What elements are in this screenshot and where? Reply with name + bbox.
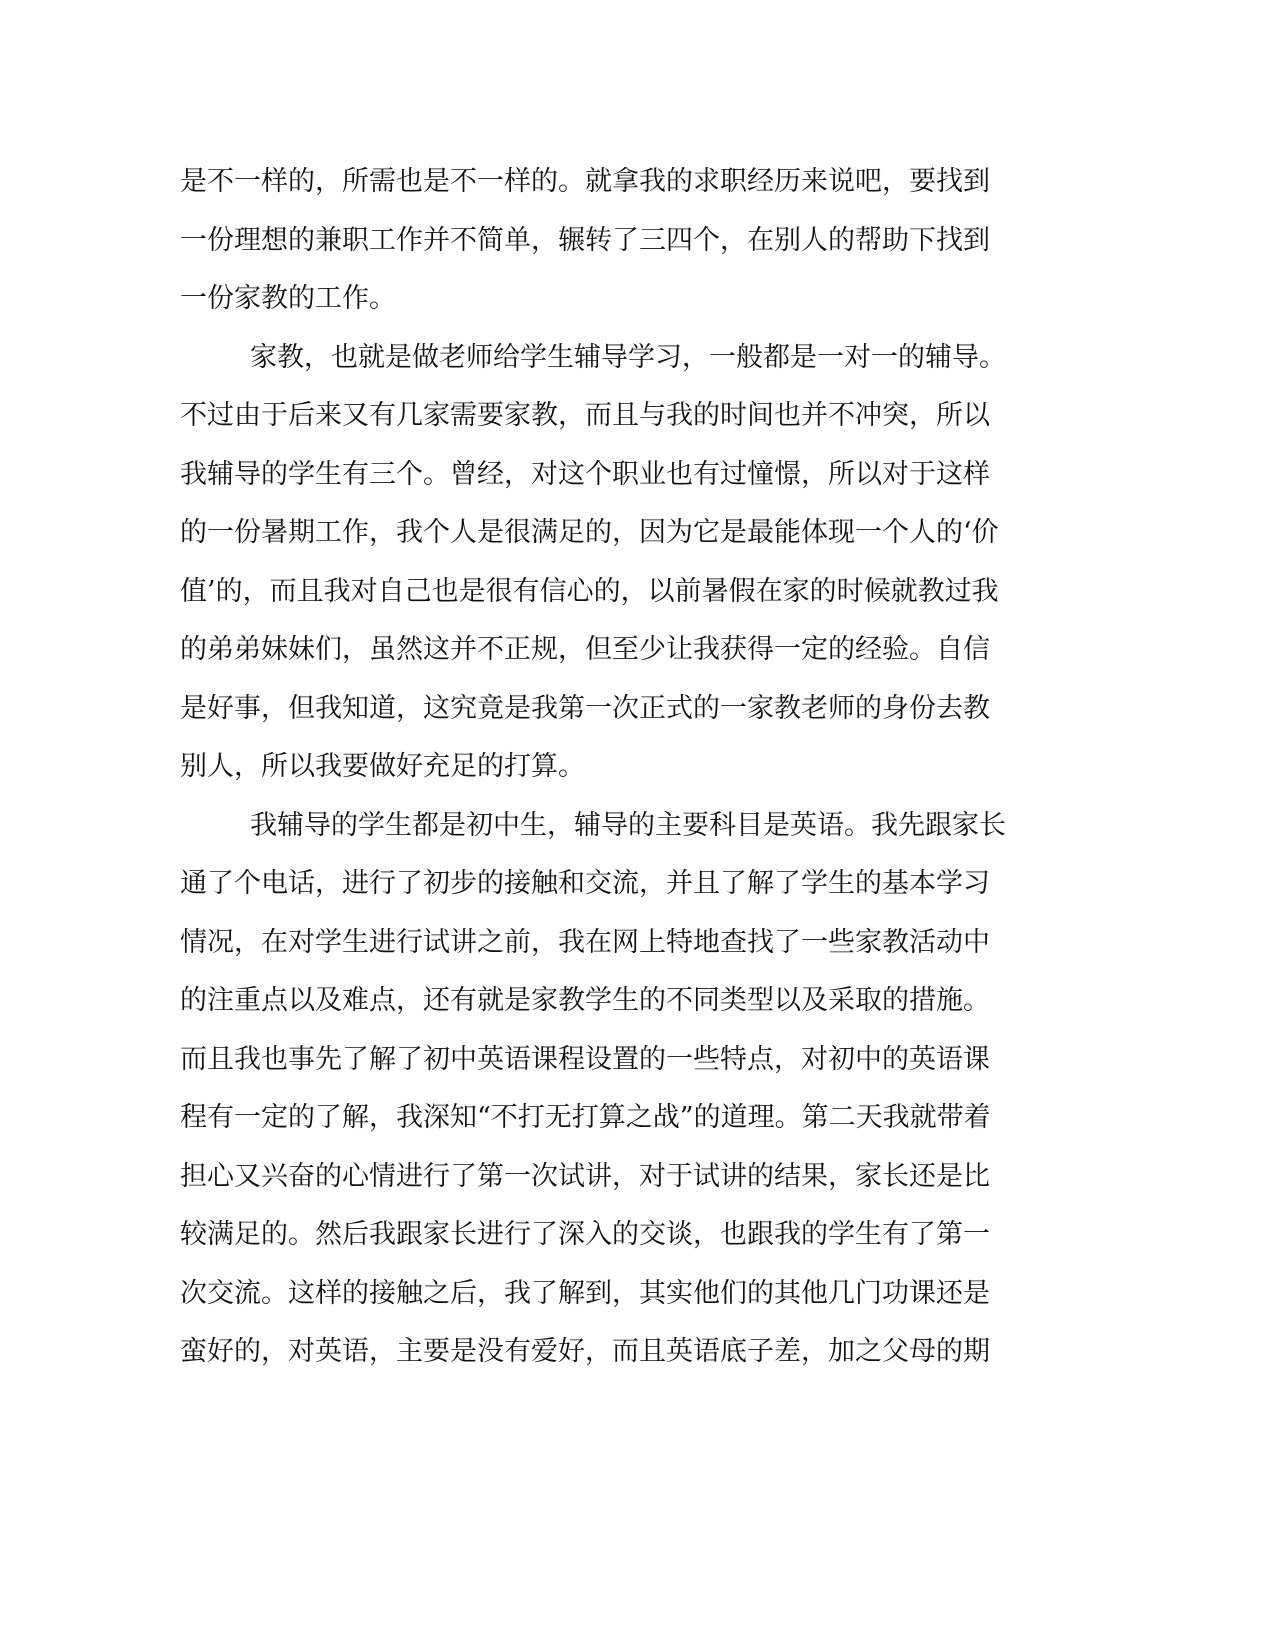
text-line: 情况，在对学生进行试讲之前，我在网上特地查找了一些家教活动中 [180,927,990,958]
paragraph-first-line: 我辅导的学生都是初中生，辅导的主要科目是英语。我先跟家长 [250,810,1006,841]
text-line: 程有一定的了解，我深知“不打无打算之战”的道理。第二天我就带着 [180,1102,991,1133]
text-line: 的弟弟妹妹们，虽然这并不正规，但至少让我获得一定的经验。自信 [180,634,990,665]
text-line: 值’的，而且我对自己也是很有信心的，以前暑假在家的时候就教过我 [180,576,999,607]
text-line: 是好事，但我知道，这究竟是我第一次正式的一家教老师的身份去教 [180,693,990,724]
text-line: 而且我也事先了解了初中英语课程设置的一些特点，对初中的英语课 [180,1044,990,1075]
text-line: 我辅导的学生有三个。曾经，对这个职业也有过憧憬，所以对于这样 [180,459,990,490]
text-line: 较满足的。然后我跟家长进行了深入的交谈，也跟我的学生有了第一 [180,1219,990,1250]
paragraph-first-line: 家教，也就是做老师给学生辅导学习，一般都是一对一的辅导。 [250,342,1006,373]
text-line: 次交流。这样的接触之后，我了解到，其实他们的其他几门功课还是 [180,1278,990,1309]
text-line: 是不一样的，所需也是不一样的。就拿我的求职经历来说吧，要找到 [180,166,990,197]
text-line: 一份理想的兼职工作并不简单，辗转了三四个，在别人的帮助下找到 [180,225,990,256]
text-line: 的一份暑期工作，我个人是很满足的，因为它是最能体现一个人的‘价 [180,517,999,548]
text-line: 的注重点以及难点，还有就是家教学生的不同类型以及采取的措施。 [180,985,990,1016]
text-line: 不过由于后来又有几家需要家教，而且与我的时间也并不冲突，所以 [180,400,990,431]
text-line: 一份家教的工作。 [180,283,396,314]
text-line: 担心又兴奋的心情进行了第一次试讲，对于试讲的结果，家长还是比 [180,1161,990,1192]
text-line: 通了个电话，进行了初步的接触和交流，并且了解了学生的基本学习 [180,868,990,899]
text-line: 蛮好的，对英语，主要是没有爱好，而且英语底子差，加之父母的期 [180,1336,990,1367]
text-line: 别人，所以我要做好充足的打算。 [180,751,585,782]
